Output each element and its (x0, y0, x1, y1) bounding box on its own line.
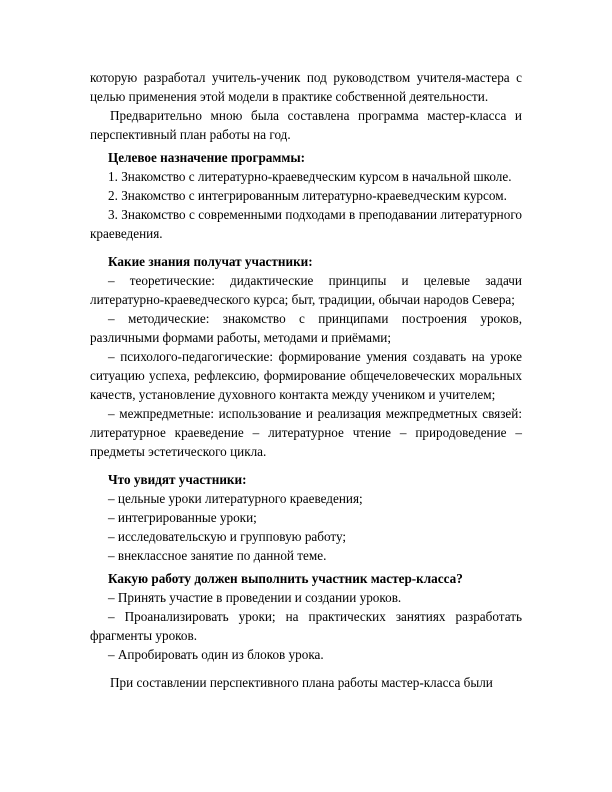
see-item-2: – интегрированные уроки; (108, 510, 257, 525)
work-item-1: – Принять участие в проведении и создании уроков. (108, 590, 402, 605)
intro-paragraph-1: которую разработал учитель-ученик под руководством учителя-мастера с целью применения этой модели в практике собственной деятельности. (90, 70, 522, 104)
knowledge-item-psychological: – психолого-педагогические: формирование умения создавать на уроке ситуацию успеха, рефлексию, формирование общечеловеческих моральных качеств, установление духовного контакта между учеником и учителем; (90, 349, 522, 402)
purpose-item-2: 2. Знакомство с интегрированным литературно-краеведческим курсом. (108, 188, 507, 203)
work-heading: Какую работу должен выполнить участник мастер-класса? (108, 571, 463, 586)
work-item-2: – Проанализировать уроки; на практических занятиях разработать фрагменты уроков. (90, 609, 522, 643)
purpose-heading: Целевое назначение программы: (108, 150, 306, 165)
knowledge-item-methodical: – методические: знакомство с принципами построения уроков, различными формами работы, методами и приёмами; (90, 311, 522, 345)
see-item-4: – внеклассное занятие по данной теме. (108, 548, 327, 563)
knowledge-item-interdisciplinary: – межпредметные: использование и реализация межпредметных связей: литературное краеведение – литературное чтение – природоведение – предметы эстетического цикла. (90, 406, 522, 459)
see-item-3: – исследовательскую и групповую работу; (108, 529, 347, 544)
see-list (90, 489, 522, 565)
closing-paragraph: При составлении перспективного плана работы мастер-класса были (110, 675, 493, 690)
work-list (90, 588, 522, 664)
knowledge-heading: Какие знания получат участники: (108, 254, 313, 269)
knowledge-item-theoretical: – теоретические: дидактические принципы и целевые задачи литературно-краеведческого курса; быт, традиции, обычаи народов Севера; (90, 273, 522, 307)
purpose-list (90, 167, 522, 243)
see-heading: Что увидят участники: (108, 472, 247, 487)
purpose-item-3: 3. Знакомство с современными подходами в преподавании литературного краеведения. (90, 207, 522, 241)
purpose-item-1: 1. Знакомство с литературно-краеведческим курсом в начальной школе. (108, 169, 512, 184)
knowledge-list (90, 271, 522, 461)
document-page (90, 68, 522, 692)
intro-paragraph-2: Предварительно мною была составлена программа мастер-класса и перспективный план работы на год. (90, 108, 522, 142)
work-item-3: – Апробировать один из блоков урока. (108, 647, 324, 662)
see-item-1: – цельные уроки литературного краеведения; (108, 491, 363, 506)
